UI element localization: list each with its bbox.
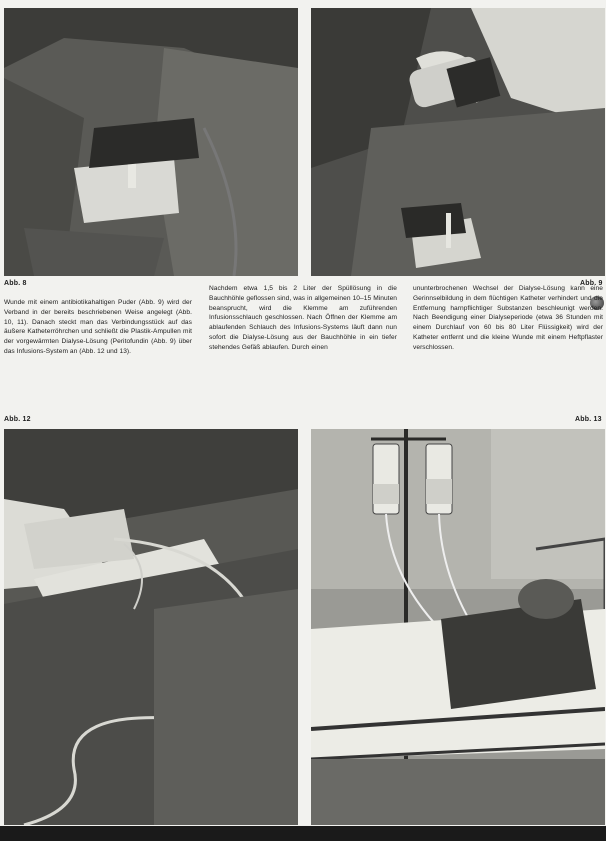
photo-patient-dialysis-setup <box>311 429 605 825</box>
paragraph: Wunde mit einem antibiotikahaltigen Puder (Abb. 9) wird der Verband in der bereits beschriebenen Weise angelegt (Abb. 10, 11). Danach steckt man das Verbindungsstück auf das äußere Katheterröhrchen und schließt die Plastik-Ampullen mit der vorgewärmten Dialyse-Lösung (Peritofundin (Abb. 9) über das Infusions-System an (Abb. 12 und 13). <box>4 299 192 355</box>
figure-label: Abb. 9 <box>580 280 603 287</box>
text-column-3 <box>413 284 603 353</box>
photo-connecting-infusion-tube <box>4 429 298 825</box>
paragraph: Nachdem etwa 1,5 bis 2 Liter der Spüllösung in die Bauchhöhle geflossen sind, was in allgemeinen 10–15 Minuten beansprucht, wird die Klemme am zuführenden Infusionsschlauch geschlossen. Nach Öffnen der Klemme am ablaufenden Schlauch des Infusions-Systems läuft dann nun sofort die Dialyse-Lösung aus der Bauchhöhle in ein tiefer stehendes Gefäß ablaufen. Durch einen <box>209 285 397 351</box>
figure-label: Abb. 12 <box>4 416 31 423</box>
text-column-2 <box>209 284 397 353</box>
page-bottom-band <box>0 826 606 841</box>
photo-antibiotic-powder-spray <box>311 8 605 276</box>
figure-label: Abb. 13 <box>575 416 602 423</box>
figure-label: Abb. 8 <box>4 280 27 287</box>
photo-catheter-dressing <box>4 8 298 276</box>
text-column-1 <box>4 298 192 357</box>
paragraph: ununterbrochenen Wechsel der Dialyse-Lösung kann eine Gerinnselbildung in dem flüchtigen Katheter verhindert und die Entfernung harnpflichtiger Substanzen beschleunigt werden. Nach Beendigung einer Dialyseperiode (etwa 36 Stunden mit einem Durchlauf von 60 bis 80 Liter Flüssigkeit) wird der Katheter entfernt und die kleine Wunde mit einem Heftpflaster verschlossen. <box>413 285 603 351</box>
